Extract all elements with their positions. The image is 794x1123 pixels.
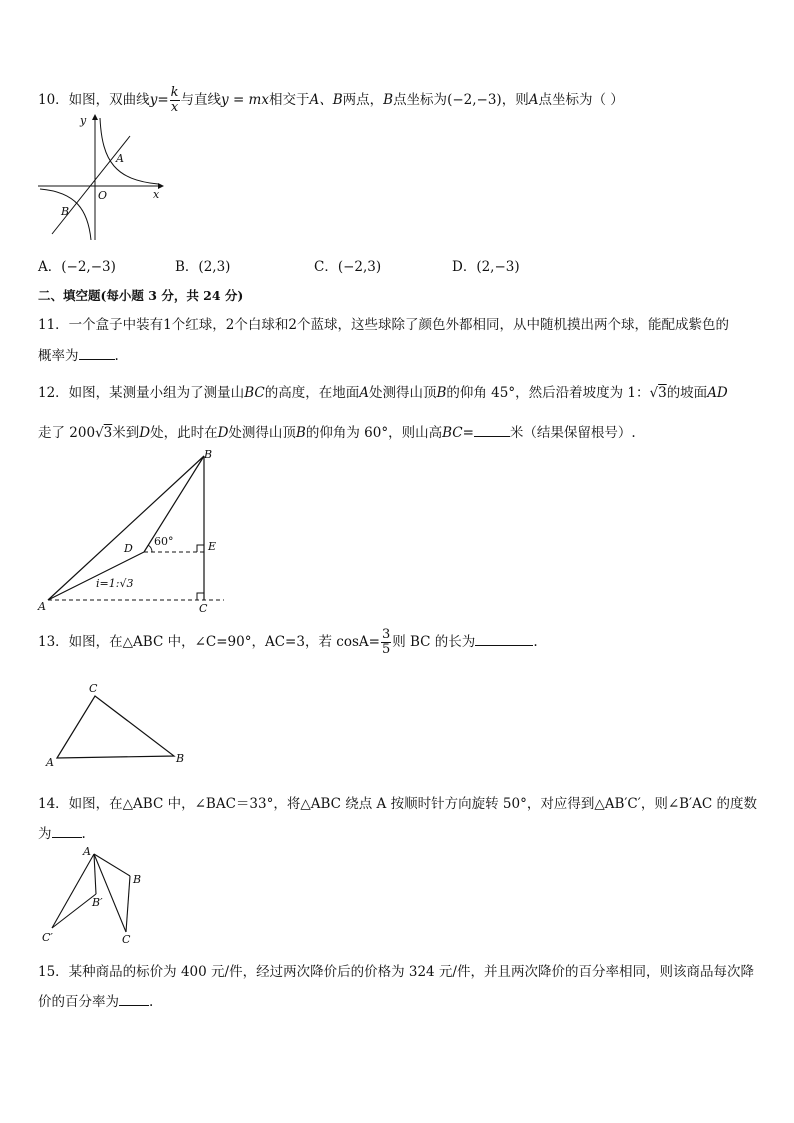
option-value: (−2,3) [337,259,382,275]
q12-fig-c: C [199,602,208,615]
q12-line2 [38,421,636,441]
seg-b-c [126,876,130,932]
q15-line2 [38,990,153,1010]
triangle-abc [57,696,174,758]
q14-line2 [38,822,86,842]
q10-fig-a: A [116,152,124,165]
q10-mid5: ，则 [501,92,529,108]
q12-d: D [217,425,229,441]
q14-answer-blank[interactable] [52,837,82,838]
q15-line2-text: 价的百分率为 [38,994,119,1010]
q13-answer-blank[interactable] [475,645,533,646]
q12-fig-a: A [38,600,46,613]
q11-line2-text: 概率为 [38,348,79,364]
q14-line1: 14．如图，在△ABC 中，∠BAC＝33°，将△ABC 绕点 A 按顺时针方向旋转 50°，对应得到△AB′C′，则∠B′AC 的度数 [38,796,757,812]
q12-fig-angle: 60° [154,535,174,548]
option-letter: D． [452,259,477,275]
y-axis-arrow [92,114,98,120]
q12-text: 的高度，在地面 [264,385,360,401]
q12-d: D [139,425,151,441]
option-value: (2,−3) [476,259,520,275]
q12-text: 的坡面 [666,385,708,401]
q12-answer-blank[interactable] [474,436,510,437]
q10-frac-den: x [170,100,179,115]
q11-line1: 11．一个盒子中装有1个红球，2个白球和2个蓝球，这些球除了颜色外都相同，从中随机摸出两个球，能配成紫色的 [38,317,729,333]
sqrt-sign: √ [649,385,659,401]
q15-line1: 15．某种商品的标价为 400 元/件，经过两次降价后的价格为 324 元/件，并且两次降价的百分率相同，则该商品每次降 [38,964,754,980]
q12-sqrt3: 3 [103,425,113,441]
q12-b: B [436,385,447,401]
q14-fig-c1: C′ [42,931,53,944]
q12-text: 12．如图，某测量小组为了测量山 [38,385,245,401]
q10-mid2: 相交于 [268,92,310,108]
q10-figure [36,112,166,244]
q12-b: B [295,425,306,441]
sqrt-sign: √ [95,425,104,441]
q10-option-d [452,255,520,275]
q10-frac-num: k [170,85,179,100]
q12-text: 米（结果保留根号）. [509,425,636,441]
q12-text: 处测得山顶 [368,385,437,401]
q10-b-label: B [383,92,394,108]
q12-text: 的仰角为 60°，则山高 [305,425,443,441]
q10-option-c [314,255,381,275]
q14-fig-b: B [133,873,142,886]
q13-text: 13．如图，在△ABC 中，∠C=90°，AC=3，若 cosA= [38,634,380,650]
q10-mid: 与直线 [180,92,222,108]
q12-text: 处测得山顶 [228,425,296,441]
q10-b-coord: (−2,−3) [447,92,502,108]
hyperbola-branch-1 [100,118,158,184]
q12-text: 米到 [112,425,140,441]
q12-a: A [359,385,369,401]
q10-fig-y: y [80,114,87,127]
q12-text: = [462,425,474,441]
q10-suffix: 点坐标为（ ） [538,92,624,108]
q13-fig-c: C [89,682,98,695]
q10-option-b [175,255,230,275]
seg-b1-c1 [52,894,96,928]
option-value: (2,3) [198,259,231,275]
seg-a-c1 [52,854,94,928]
q14-fig-b1: B′ [92,896,103,909]
q11-period: . [114,348,119,364]
q12-text: 走了 200 [38,425,96,441]
q13-stem [38,628,538,657]
q12-bc: BC [442,425,463,441]
q10-fig-o: O [98,189,108,202]
option-letter: C． [314,259,338,275]
q12-text: 处，此时在 [150,425,218,441]
line-db [144,456,204,552]
q13-figure [42,680,192,770]
q10-fraction [170,86,180,115]
q13-fig-a: A [46,756,54,769]
q13-period: . [533,634,538,650]
q10-mid4: 点坐标为 [393,92,448,108]
q14-line2-text: 为 [38,826,52,842]
section-heading: 二、填空题(每小题 3 分，共 24 分) [38,288,244,303]
option-letter: A． [38,259,62,275]
q10-option-a [38,255,116,275]
seg-a-b [94,854,130,876]
q12-fig-e: E [208,540,217,553]
q10-fig-b: B [61,205,70,218]
q13-fig-b: B [176,752,185,765]
q12-ad: AD [707,385,728,401]
q10-points: A、B [309,92,343,108]
q10-mid3: 两点， [342,92,384,108]
q11-answer-blank[interactable] [79,359,115,360]
q13-text: 则 BC 的长为 [392,634,476,650]
q14-fig-c: C [122,933,131,946]
q10-prefix: 10．如图，双曲线 [38,92,150,108]
option-value: (−2,−3) [61,259,116,275]
q10-fig-x: x [153,188,160,201]
q10-line-eq: y = mx [221,92,269,108]
q15-period: . [149,994,154,1010]
q12-fig-d: D [124,542,133,555]
line-through-origin [52,136,130,234]
q10-eq: = [157,92,169,108]
seg-a-b1 [94,854,96,894]
right-angle-c [197,593,204,600]
q11-line2 [38,344,119,364]
q12-fig-slope: i=1:√3 [96,577,134,590]
angle-arc-60 [148,545,152,552]
slope-ad [48,552,144,600]
q10-hyperbola-y: y [149,92,158,108]
q12-figure [36,446,236,616]
q12-fig-b: B [204,448,213,461]
q13-fraction [381,628,391,657]
q12-text: 的仰角 45°，然后沿着坡度为 1： [446,385,650,401]
q14-fig-a: A [83,845,91,858]
q12-line1 [38,381,728,401]
option-letter: B． [175,259,199,275]
q13-frac-num: 3 [381,627,391,642]
q12-bc: BC [244,385,265,401]
q14-period: . [81,826,86,842]
q10-a-label: A [528,92,539,108]
q10-stem [38,86,624,115]
q15-answer-blank[interactable] [119,1005,149,1006]
q12-sqrt3: 3 [658,385,667,401]
seg-a-c [94,854,126,932]
q14-figure [38,846,148,946]
q13-frac-den: 5 [381,642,391,657]
right-angle-e [197,545,204,552]
